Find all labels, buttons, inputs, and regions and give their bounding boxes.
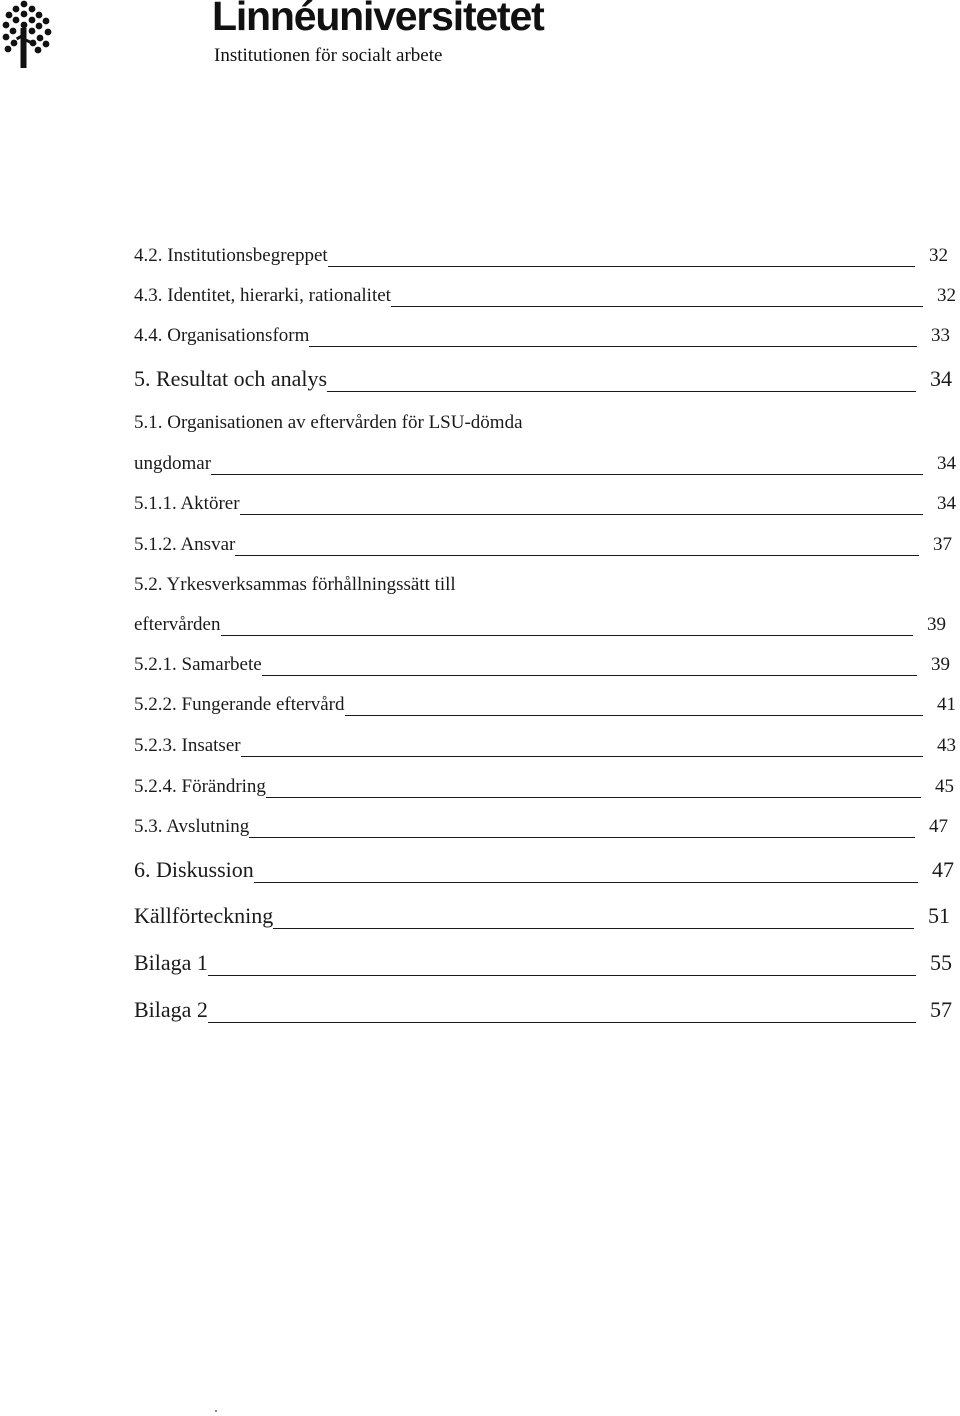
toc-entry[interactable] [134, 614, 946, 636]
toc-entry[interactable] [134, 285, 956, 307]
toc-entry[interactable] [134, 997, 952, 1023]
toc-entry-page: 47 [929, 816, 948, 837]
toc-entry-page: 55 [930, 950, 952, 975]
toc-entry-label: eftervården [134, 614, 221, 635]
department-name: Institutionen för socialt arbete [214, 45, 443, 66]
toc-entry-label: 5.1.2. Ansvar [134, 534, 236, 555]
toc-entry-label: 5.1.1. Aktörer [134, 493, 240, 514]
toc-leader [266, 797, 921, 798]
toc-entry-page: 34 [930, 366, 952, 391]
toc-entry[interactable] [134, 735, 956, 757]
toc-entry-page: 32 [929, 245, 948, 266]
toc-leader [241, 756, 923, 757]
toc-entry[interactable] [134, 453, 956, 475]
toc-leader [254, 882, 918, 883]
toc-entry[interactable] [134, 654, 950, 676]
toc-entry-label: 5. Resultat och analys [134, 366, 328, 391]
toc-entry[interactable] [134, 245, 948, 267]
toc-entry-label: 5.2.1. Samarbete [134, 654, 262, 675]
toc-leader [211, 474, 923, 475]
toc-entry[interactable] [134, 366, 952, 392]
toc-entry[interactable] [134, 816, 948, 838]
scan-speck [215, 1410, 217, 1412]
toc-entry-label: Bilaga 2 [134, 997, 208, 1022]
toc-leader [221, 635, 914, 636]
toc-entry-label: Källförteckning [134, 903, 274, 928]
toc-entry[interactable] [134, 694, 956, 716]
toc-entry-label: 4.4. Organisationsform [134, 325, 310, 346]
toc-leader [262, 675, 917, 676]
toc-entry-page: 57 [930, 997, 952, 1022]
toc-entry[interactable] [134, 903, 950, 929]
toc-leader [328, 266, 915, 267]
toc-leader [235, 555, 919, 556]
toc-entry-page: 39 [931, 654, 950, 675]
toc-entry-page: 39 [927, 614, 946, 635]
university-name: Linnéuniversitetet [212, 0, 544, 39]
toc-entry-page: 47 [932, 857, 954, 882]
toc-entry-label-line1: 5.2. Yrkesverksammas förhållningssätt till [134, 574, 456, 595]
toc-leader [391, 306, 923, 307]
toc-entry-label: 5.3. Avslutning [134, 816, 250, 837]
toc-entry[interactable] [134, 325, 950, 347]
toc-entry[interactable] [134, 857, 954, 883]
toc-leader [309, 346, 917, 347]
toc-entry-page: 34 [937, 453, 956, 474]
toc-entry-label: 6. Diskussion [134, 857, 254, 882]
toc-leader [327, 391, 916, 392]
page-header [0, 0, 960, 80]
toc-entry-label: ungdomar [134, 453, 212, 474]
toc-entry-page: 41 [937, 694, 956, 715]
toc-entry[interactable] [134, 534, 952, 556]
toc-entry-page: 45 [935, 776, 954, 797]
tree-icon [2, 0, 54, 68]
toc-entry[interactable] [134, 776, 954, 798]
toc-entry-label: 4.3. Identitet, hierarki, rationalitet [134, 285, 391, 306]
toc-leader [345, 715, 923, 716]
toc-entry-label: 4.2. Institutionsbegreppet [134, 245, 328, 266]
toc-entry-page: 32 [937, 285, 956, 306]
toc-entry-page: 43 [937, 735, 956, 756]
toc-entry-label: 5.2.4. Förändring [134, 776, 266, 797]
toc-entry-label: Bilaga 1 [134, 950, 208, 975]
toc-entry-label: 5.2.3. Insatser [134, 735, 241, 756]
toc-leader [240, 514, 923, 515]
toc-leader [208, 975, 916, 976]
toc-leader [249, 837, 915, 838]
toc-entry-page: 34 [937, 493, 956, 514]
toc-leader [208, 1022, 916, 1023]
toc-entry-label: 5.2.2. Fungerande eftervård [134, 694, 345, 715]
toc-leader [273, 928, 914, 929]
toc-entry[interactable] [134, 950, 952, 976]
toc-entry-page: 37 [933, 534, 952, 555]
toc-entry-page: 33 [931, 325, 950, 346]
toc-entry-page: 51 [928, 903, 950, 928]
toc-entry[interactable] [134, 493, 956, 515]
toc-entry-label-line1: 5.1. Organisationen av eftervården för LSU-dömda [134, 412, 523, 433]
